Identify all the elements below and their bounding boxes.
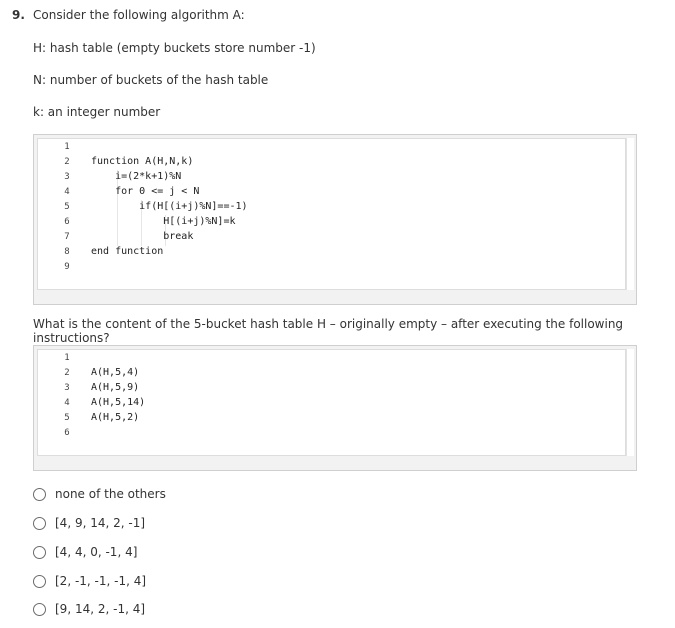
line-number: 5 — [64, 413, 70, 423]
line-number: 3 — [64, 383, 70, 393]
line-number: 6 — [64, 428, 70, 438]
code-line: for 0 <= j < N — [91, 186, 200, 197]
line-number: 9 — [64, 262, 70, 272]
line-number: 4 — [64, 398, 70, 408]
code-line: function A(H,N,k) — [91, 156, 194, 167]
line-number: 7 — [64, 232, 70, 242]
line-number: 2 — [64, 157, 70, 167]
radio-button[interactable] — [33, 517, 46, 530]
option-label: none of the others — [55, 487, 166, 501]
option-5[interactable] — [33, 600, 145, 618]
code-line: break — [91, 231, 194, 242]
code-line: if(H[(i+j)%N]==-1) — [91, 201, 248, 212]
question-title: Consider the following algorithm A: — [33, 8, 245, 22]
radio-button[interactable] — [33, 488, 46, 501]
radio-button[interactable] — [33, 603, 46, 616]
radio-button[interactable] — [33, 575, 46, 588]
option-label: [9, 14, 2, -1, 4] — [55, 602, 146, 616]
line-number: 1 — [64, 353, 70, 363]
line-number: 8 — [64, 247, 70, 257]
code-editor-area[interactable] — [37, 138, 626, 290]
line-number: 5 — [64, 202, 70, 212]
radio-button[interactable] — [33, 546, 46, 559]
line-number: 4 — [64, 187, 70, 197]
vertical-scrollbar[interactable] — [626, 349, 634, 456]
option-label: [2, -1, -1, -1, 4] — [55, 574, 147, 588]
code-gutter — [38, 139, 82, 289]
code-block-instructions[interactable] — [33, 345, 637, 471]
description-buckets: N: number of buckets of the hash table — [33, 73, 269, 87]
code-line: A(H,5,9) — [91, 382, 140, 393]
code-line: A(H,5,14) — [91, 397, 146, 408]
description-k: k: an integer number — [33, 105, 161, 119]
question-number: 9. — [12, 8, 25, 22]
code-gutter — [38, 350, 82, 455]
code-block-algorithm[interactable] — [33, 134, 637, 305]
code-editor-area[interactable] — [37, 349, 626, 456]
line-number: 3 — [64, 172, 70, 182]
question-prompt: What is the content of the 5-bucket hash table H – originally empty – after executing the following instructions? — [33, 317, 624, 345]
line-number: 2 — [64, 368, 70, 378]
option-label: [4, 4, 0, -1, 4] — [55, 545, 138, 559]
code-line: i=(2*k+1)%N — [91, 171, 182, 182]
line-number: 1 — [64, 142, 70, 152]
description-hash-table: H: hash table (empty buckets store number -1) — [33, 41, 316, 55]
code-line: end function — [91, 246, 164, 257]
line-number: 6 — [64, 217, 70, 227]
option-1[interactable] — [33, 485, 166, 503]
option-4[interactable] — [33, 572, 146, 590]
option-2[interactable] — [33, 514, 145, 532]
option-label: [4, 9, 14, 2, -1] — [55, 516, 146, 530]
code-line: A(H,5,4) — [91, 367, 140, 378]
option-3[interactable] — [33, 543, 137, 561]
code-line: H[(i+j)%N]=k — [91, 216, 236, 227]
vertical-scrollbar[interactable] — [626, 138, 634, 290]
code-line: A(H,5,2) — [91, 412, 140, 423]
